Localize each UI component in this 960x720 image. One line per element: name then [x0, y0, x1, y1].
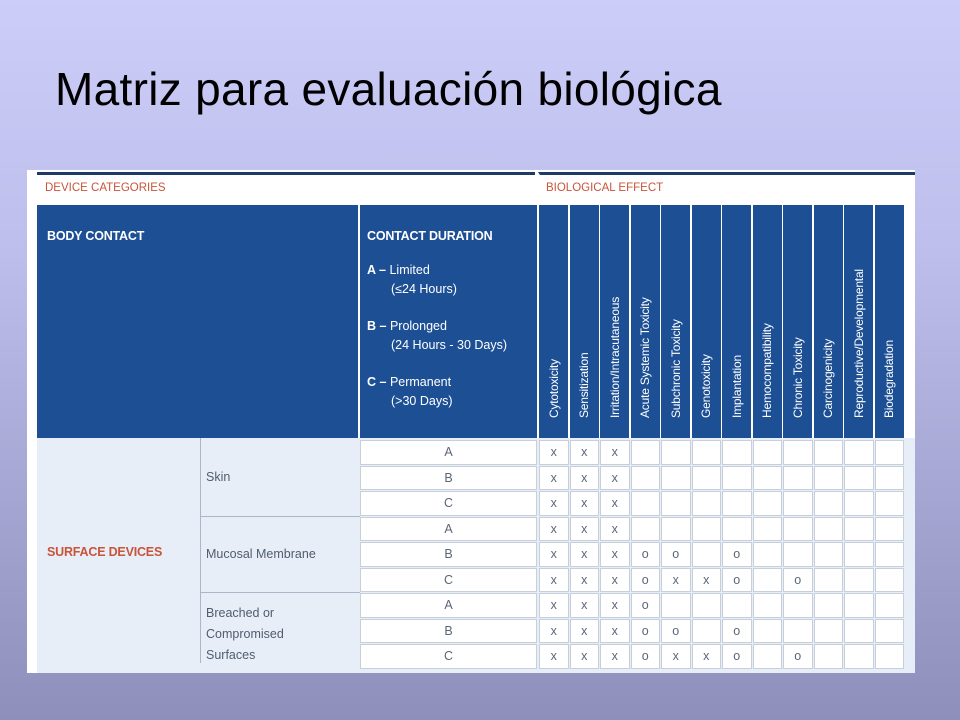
- effect-cell: [722, 517, 752, 542]
- effect-cell: [692, 491, 722, 516]
- effect-header: [753, 205, 782, 438]
- effect-label: Implantation: [729, 355, 744, 418]
- effect-cell: [814, 517, 844, 542]
- effect-cell: [570, 644, 600, 669]
- contact-duration-header: [360, 205, 537, 438]
- effect-cell: [875, 593, 905, 618]
- duration-letter: B: [444, 623, 453, 638]
- effect-cell: [631, 593, 661, 618]
- effect-mark: x: [550, 623, 557, 638]
- effect-cell: [539, 517, 569, 542]
- effect-cell: [570, 440, 600, 465]
- effect-cell: [783, 466, 813, 491]
- effect-label: Sensitization: [577, 352, 591, 418]
- effect-mark: x: [611, 521, 618, 536]
- effect-mark: o: [641, 598, 649, 612]
- effect-cell: [539, 440, 569, 465]
- effect-mark: x: [703, 572, 710, 587]
- duration-cell: [360, 491, 537, 516]
- duration-letter: C: [443, 572, 454, 587]
- effect-cell: [844, 644, 874, 669]
- effect-cell: [600, 644, 630, 669]
- duration-cell: [360, 542, 537, 567]
- duration-option-c: [367, 373, 452, 411]
- duration-label: Permanent: [389, 375, 452, 389]
- effect-label: Irritation/Intracutaneous: [607, 296, 622, 418]
- duration-cell: [360, 593, 537, 618]
- effect-mark: x: [611, 598, 618, 612]
- effect-mark: x: [611, 547, 618, 561]
- divider: [200, 438, 201, 663]
- effect-header: [875, 205, 904, 438]
- duration-cell: [360, 466, 537, 491]
- effect-cell: [570, 593, 600, 618]
- effect-mark: x: [550, 470, 557, 485]
- effect-cell: [844, 517, 874, 542]
- effect-cell: [753, 440, 783, 465]
- effect-mark: x: [550, 445, 557, 459]
- effect-cell: [783, 568, 813, 593]
- effect-label: Acute Systemic Toxicity: [638, 297, 652, 418]
- effect-cell: [814, 542, 844, 567]
- effect-label: Cytotoxicity: [546, 359, 561, 418]
- effect-cell: [753, 542, 783, 567]
- duration-letter: B: [444, 547, 453, 561]
- effect-cell: [753, 593, 783, 618]
- subcategory-label: [206, 603, 284, 666]
- effect-cell: [600, 440, 630, 465]
- effect-cell: [814, 491, 844, 516]
- effect-cell: [661, 619, 691, 644]
- effect-mark: x: [611, 496, 618, 510]
- effect-cell: [722, 644, 752, 669]
- duration-letter: A: [444, 521, 453, 536]
- effect-mark: o: [641, 623, 649, 638]
- effect-mark: x: [581, 623, 588, 638]
- effect-mark: o: [733, 572, 741, 587]
- effect-cell: [692, 517, 722, 542]
- body-contact-label: BODY CONTACT: [47, 229, 145, 243]
- effect-cell: [875, 517, 905, 542]
- duration-cell: [360, 568, 537, 593]
- duration-code: B –: [367, 319, 387, 333]
- effect-cell: [692, 542, 722, 567]
- subcategory-line: Compromised: [206, 627, 284, 641]
- effect-mark: x: [581, 649, 588, 663]
- effect-mark: o: [672, 547, 680, 561]
- effect-cell: [661, 644, 691, 669]
- effect-cell: [631, 619, 661, 644]
- effect-header: [783, 205, 812, 438]
- divider: [201, 592, 360, 593]
- effect-header: [692, 205, 721, 438]
- effect-cell: [814, 593, 844, 618]
- effect-cell: [783, 593, 813, 618]
- effect-cell: [722, 542, 752, 567]
- effect-cell: [875, 568, 905, 593]
- effect-label: Biodegradation: [882, 340, 896, 418]
- effect-label: Genotoxicity: [699, 354, 713, 418]
- effect-cell: [631, 542, 661, 567]
- effect-cell: [844, 568, 874, 593]
- effect-mark: x: [611, 649, 618, 663]
- effect-cell: [539, 619, 569, 644]
- subcategory-line: Surfaces: [206, 648, 256, 662]
- effect-cell: [539, 568, 569, 593]
- effect-cell: [875, 466, 905, 491]
- effect-cell: [539, 644, 569, 669]
- effect-cell: [722, 466, 752, 491]
- effect-header: [844, 205, 873, 438]
- effect-cell: [783, 619, 813, 644]
- effect-cell: [844, 491, 874, 516]
- effect-cell: [661, 593, 691, 618]
- effect-cell: [600, 593, 630, 618]
- effect-mark: o: [794, 572, 802, 587]
- slide-title: Matriz para evaluación biológica: [55, 63, 722, 115]
- effect-mark: o: [641, 649, 649, 663]
- effect-cell: [722, 593, 752, 618]
- effect-header: [539, 205, 568, 438]
- effect-cell: [600, 542, 630, 567]
- effect-cell: [753, 644, 783, 669]
- effect-mark: x: [672, 649, 679, 663]
- subcategory-line: Breached or: [206, 606, 275, 620]
- effect-cell: [844, 440, 874, 465]
- duration-letter: B: [444, 470, 453, 485]
- effect-mark: x: [581, 572, 588, 587]
- effect-mark: x: [611, 572, 618, 587]
- effect-cell: [631, 440, 661, 465]
- duration-detail: (24 Hours - 30 Days): [391, 338, 508, 352]
- effect-header: [570, 205, 599, 438]
- effect-cell: [661, 440, 691, 465]
- effect-mark: o: [641, 547, 649, 561]
- duration-option-b: [367, 317, 507, 355]
- effect-header: [631, 205, 660, 438]
- effect-cell: [814, 440, 844, 465]
- effect-label: Subchronic Toxicity: [668, 319, 683, 418]
- effect-cell: [753, 568, 783, 593]
- category-surface-devices: SURFACE DEVICES: [47, 545, 163, 559]
- effect-cell: [570, 542, 600, 567]
- effect-mark: x: [672, 572, 679, 587]
- effect-cell: [570, 491, 600, 516]
- effect-cell: [783, 440, 813, 465]
- effect-cell: [661, 568, 691, 593]
- effect-mark: x: [550, 572, 557, 587]
- duration-code: A –: [367, 263, 386, 277]
- effect-mark: x: [550, 521, 557, 536]
- effect-mark: o: [672, 623, 680, 638]
- effect-cell: [783, 644, 813, 669]
- effect-cell: [844, 466, 874, 491]
- duration-letter: C: [443, 649, 454, 663]
- effect-cell: [844, 542, 874, 567]
- effect-cell: [783, 517, 813, 542]
- effect-cell: [631, 644, 661, 669]
- effect-cell: [570, 568, 600, 593]
- effect-cell: [539, 466, 569, 491]
- effect-cell: [875, 619, 905, 644]
- effect-cell: [631, 568, 661, 593]
- effect-cell: [661, 542, 691, 567]
- duration-label: Limited: [389, 263, 430, 277]
- effect-cell: [722, 619, 752, 644]
- subcategory-line: Skin: [206, 470, 231, 484]
- effect-cell: [692, 568, 722, 593]
- effect-cell: [692, 619, 722, 644]
- effect-header: [814, 205, 843, 438]
- effect-cell: [722, 440, 752, 465]
- effect-header: [661, 205, 690, 438]
- effect-mark: o: [641, 572, 649, 587]
- duration-label: Prolonged: [389, 319, 447, 333]
- effect-mark: x: [581, 445, 588, 459]
- effect-cell: [753, 517, 783, 542]
- effect-mark: o: [733, 623, 741, 638]
- subcategory-label: [206, 544, 316, 565]
- effect-mark: x: [703, 649, 710, 663]
- effect-cell: [753, 466, 783, 491]
- effect-cell: [661, 517, 691, 542]
- effect-cell: [814, 466, 844, 491]
- effect-mark: x: [611, 623, 618, 638]
- biological-effect-header: BIOLOGICAL EFFECT: [538, 172, 915, 203]
- duration-cell: [360, 619, 537, 644]
- duration-letter: A: [444, 445, 453, 459]
- effect-label: Chronic Toxicity: [790, 337, 805, 418]
- effect-cell: [722, 491, 752, 516]
- effect-cell: [783, 491, 813, 516]
- effect-cell: [875, 440, 905, 465]
- effect-mark: x: [550, 496, 557, 510]
- effect-mark: x: [611, 470, 618, 485]
- effect-cell: [539, 491, 569, 516]
- effect-cell: [692, 440, 722, 465]
- effect-cell: [600, 619, 630, 644]
- duration-detail: (≤24 Hours): [391, 282, 457, 296]
- effect-cell: [875, 644, 905, 669]
- duration-detail: (>30 Days): [391, 394, 453, 408]
- effect-cell: [814, 568, 844, 593]
- effect-cell: [570, 619, 600, 644]
- effect-cell: [600, 466, 630, 491]
- duration-letter: A: [444, 598, 453, 612]
- effect-cell: [875, 542, 905, 567]
- effect-cell: [631, 466, 661, 491]
- device-categories-header: DEVICE CATEGORIES: [37, 172, 535, 203]
- effect-cell: [692, 644, 722, 669]
- effect-cell: [661, 466, 691, 491]
- effect-mark: x: [550, 547, 557, 561]
- effect-cell: [722, 568, 752, 593]
- duration-letter: C: [443, 496, 454, 510]
- effect-mark: o: [794, 649, 802, 663]
- effect-label: Reproductive/Developmental: [851, 269, 866, 418]
- effect-cell: [875, 491, 905, 516]
- effect-cell: [631, 517, 661, 542]
- duration-option-a: [367, 261, 457, 299]
- effect-cell: [814, 644, 844, 669]
- effect-header: [722, 205, 751, 438]
- duration-cell: [360, 644, 537, 669]
- effect-cell: [570, 466, 600, 491]
- effect-cell: [539, 593, 569, 618]
- biological-evaluation-matrix: [27, 170, 915, 673]
- subcategory-label: [206, 467, 230, 488]
- subcategory-line: Mucosal Membrane: [206, 546, 316, 561]
- effect-cell: [814, 619, 844, 644]
- effect-mark: x: [581, 598, 588, 612]
- effect-header: [600, 205, 629, 438]
- duration-code: C –: [367, 375, 387, 389]
- effect-mark: x: [581, 470, 588, 485]
- effect-label: Hemocompatibility: [760, 323, 774, 418]
- effect-label: Carcinogenicity: [821, 338, 835, 418]
- effect-cell: [631, 491, 661, 516]
- effect-mark: x: [611, 445, 618, 459]
- effect-cell: [753, 619, 783, 644]
- effect-cell: [600, 568, 630, 593]
- effect-mark: x: [550, 649, 557, 663]
- effect-mark: x: [581, 521, 588, 536]
- effect-cell: [783, 542, 813, 567]
- effect-cell: [844, 593, 874, 618]
- divider: [201, 516, 360, 517]
- effect-mark: o: [733, 547, 741, 561]
- contact-duration-title: CONTACT DURATION: [367, 229, 493, 243]
- effect-mark: x: [581, 547, 588, 561]
- effect-mark: x: [581, 496, 588, 510]
- duration-cell: [360, 517, 537, 542]
- effect-cell: [600, 517, 630, 542]
- effect-mark: o: [733, 649, 741, 663]
- duration-cell: [360, 440, 537, 465]
- effect-cell: [844, 619, 874, 644]
- body-contact-header: [37, 205, 358, 438]
- effect-cell: [692, 466, 722, 491]
- effect-cell: [661, 491, 691, 516]
- effect-cell: [539, 542, 569, 567]
- effect-cell: [600, 491, 630, 516]
- effect-mark: x: [550, 598, 557, 612]
- effect-cell: [570, 517, 600, 542]
- effect-cell: [753, 491, 783, 516]
- effect-cell: [692, 593, 722, 618]
